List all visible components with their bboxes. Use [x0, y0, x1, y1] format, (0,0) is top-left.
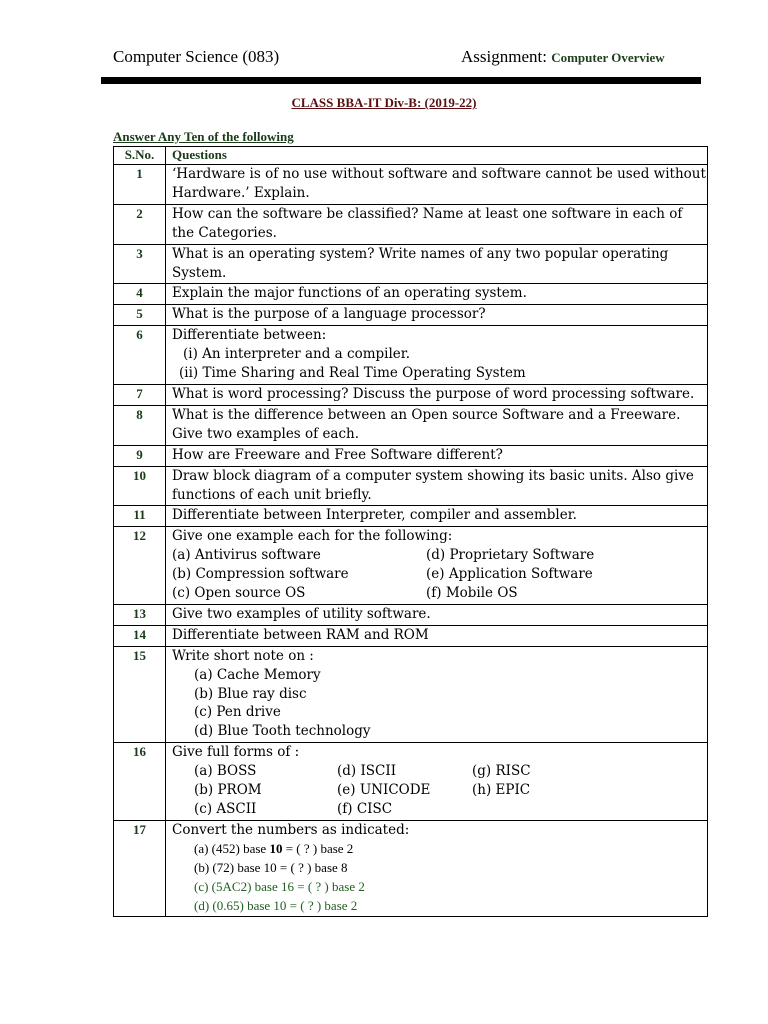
row-number: 9	[114, 445, 166, 466]
row-number: 12	[114, 527, 166, 605]
question-cell	[166, 384, 708, 405]
sub-item: (g) RISC	[472, 763, 531, 780]
conversion-part: (a) (452) base	[194, 840, 270, 856]
question-text: Give one example each for the following:	[172, 528, 453, 545]
row-number: 7	[114, 384, 166, 405]
question-text: Write short note on :	[172, 647, 314, 664]
row-number: 6	[114, 326, 166, 385]
sub-item: (f) CISC	[337, 801, 393, 817]
sub-item: (b) Blue ray disc	[194, 685, 307, 702]
page-header	[113, 47, 713, 71]
table-header-row	[114, 147, 708, 165]
sub-item: (c) Open source OS	[172, 585, 306, 602]
sub-item: (c) (5AC2) base 16 = ( ? ) base 2	[194, 878, 365, 894]
class-line: CLASS BBA-IT Div-B: (2019-22)	[291, 95, 477, 110]
row-number: 3	[114, 244, 166, 284]
assignment-label: Assignment:	[461, 47, 547, 66]
sub-item: (e) Application Software	[426, 566, 593, 583]
table-row	[114, 604, 708, 625]
sub-item: (f) Mobile OS	[426, 585, 518, 602]
row-number: 11	[114, 506, 166, 527]
assignment-heading	[461, 47, 665, 67]
row-number: 17	[114, 820, 166, 917]
row-number: 10	[114, 466, 166, 506]
question-cell	[166, 604, 708, 625]
question-text: What is the purpose of a language processor?	[172, 306, 486, 323]
questions-table	[113, 146, 708, 917]
question-text: How can the software be classified? Name at least one software in each of the Categories.	[172, 205, 683, 241]
row-number: 15	[114, 646, 166, 743]
question-cell	[166, 625, 708, 646]
row-number: 2	[114, 204, 166, 244]
sub-item: (i) An interpreter and a compiler.	[183, 346, 411, 363]
sub-item: (a) Cache Memory	[194, 666, 321, 683]
row-number: 8	[114, 405, 166, 445]
table-row	[114, 284, 708, 305]
table-row	[114, 743, 708, 821]
question-text: Differentiate between RAM and ROM	[172, 626, 429, 643]
sub-item: (c) Pen drive	[194, 704, 281, 721]
question-text: Draw block diagram of a computer system showing its basic units. Also give functions of each unit briefly.	[172, 467, 694, 503]
sub-item: (b) PROM	[194, 782, 262, 799]
sub-item: (h) EPIC	[472, 782, 531, 799]
question-text: What is the difference between an Open source Software and a Freeware. Give two examples of each.	[172, 406, 681, 442]
question-cell	[166, 284, 708, 305]
question-text: What is an operating system? Write names of any two popular operating System.	[172, 245, 669, 281]
sub-item: (d) ISCII	[337, 763, 397, 780]
instruction: Answer Any Ten of the following	[113, 129, 294, 144]
row-number: 14	[114, 625, 166, 646]
table-row	[114, 506, 708, 527]
question-text: How are Freeware and Free Software different?	[172, 446, 503, 463]
row-number: 1	[114, 165, 166, 205]
question-text: Give full forms of :	[172, 744, 300, 761]
question-cell	[166, 527, 708, 605]
row-number: 4	[114, 284, 166, 305]
question-text: Explain the major functions of an operating system.	[172, 285, 527, 302]
question-text: ‘Hardware is of no use without software and software cannot be used without Hardware.’ Explain.	[172, 166, 706, 201]
table-row	[114, 646, 708, 743]
table-row	[114, 625, 708, 646]
sub-item: (b) Compression software	[172, 566, 349, 583]
sub-item: (ii) Time Sharing and Real Time Operating System	[179, 365, 526, 382]
table-row	[114, 527, 708, 605]
sub-item: (b) (72) base 10 = ( ? ) base 8	[194, 859, 348, 875]
question-cell	[166, 326, 708, 385]
sub-item: (e) UNICODE	[337, 782, 431, 799]
question-cell	[166, 466, 708, 506]
question-cell	[166, 820, 708, 917]
table-row	[114, 384, 708, 405]
header-questions: Questions	[166, 147, 708, 165]
table-row	[114, 445, 708, 466]
table-row	[114, 305, 708, 326]
question-text: Give two examples of utility software.	[172, 605, 431, 622]
question-text: Differentiate between Interpreter, compiler and assembler.	[172, 507, 577, 524]
question-cell	[166, 165, 708, 205]
row-number: 13	[114, 604, 166, 625]
question-cell	[166, 244, 708, 284]
question-cell	[166, 743, 708, 821]
sub-items-grid	[172, 762, 707, 819]
sub-item: (d) (0.65) base 10 = ( ? ) base 2	[194, 897, 358, 913]
sub-item: (d) Proprietary Software	[426, 547, 595, 564]
row-number: 5	[114, 305, 166, 326]
sub-item	[172, 840, 707, 859]
assignment-title: Computer Overview	[551, 50, 665, 65]
question-text: What is word processing? Discuss the purpose of word processing software.	[172, 385, 695, 402]
subject-title: Computer Science (083)	[113, 47, 280, 66]
table-row	[114, 405, 708, 445]
table-row	[114, 244, 708, 284]
question-cell	[166, 405, 708, 445]
header-sno: S.No.	[114, 147, 166, 165]
header-rule	[101, 77, 701, 84]
row-number: 16	[114, 743, 166, 821]
table-row	[114, 165, 708, 205]
question-text: Convert the numbers as indicated:	[172, 821, 410, 838]
sub-item: (c) ASCII	[194, 801, 257, 817]
sub-item: (a) Antivirus software	[172, 547, 321, 564]
table-row	[114, 820, 708, 917]
table-row	[114, 204, 708, 244]
table-row	[114, 326, 708, 385]
sub-item: (d) Blue Tooth technology	[194, 723, 371, 740]
question-text: Differentiate between:	[172, 327, 327, 344]
question-cell	[166, 646, 708, 743]
table-row	[114, 466, 708, 506]
conversion-base: 10	[269, 840, 283, 856]
question-cell	[166, 506, 708, 527]
question-cell	[166, 305, 708, 326]
question-cell	[166, 445, 708, 466]
sub-item: (a) BOSS	[194, 763, 257, 780]
sub-items-grid	[172, 546, 707, 603]
conversion-part: = ( ? ) base 2	[282, 840, 354, 856]
question-cell	[166, 204, 708, 244]
